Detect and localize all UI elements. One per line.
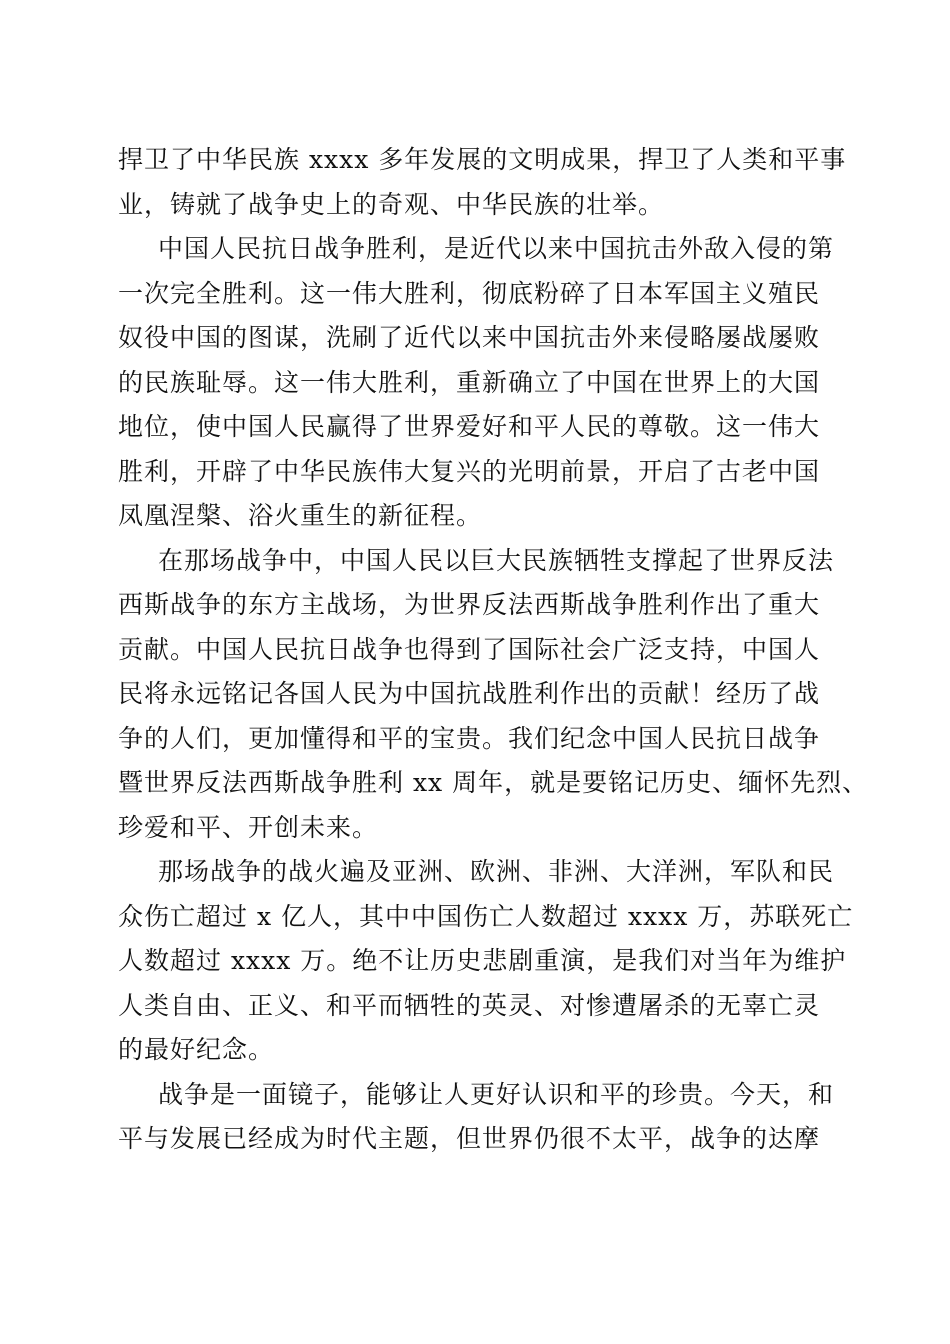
paragraph-4 <box>118 850 854 1073</box>
paragraph-2 <box>118 227 842 539</box>
text-line: 人数超过 xxxx 万。绝不让历史悲剧重演，是我们对当年为维护 <box>118 946 847 975</box>
text-line: 众伤亡超过 x 亿人，其中中国伤亡人数超过 xxxx 万，苏联死亡 <box>118 901 854 931</box>
text-line: 西斯战争的东方主战场，为世界反法西斯战争胜利作出了重大 <box>118 590 821 619</box>
paragraph-5 <box>118 1073 842 1162</box>
text-line: 中国人民抗日战争胜利，是近代以来中国抗击外敌入侵的第 <box>158 234 835 263</box>
text-line: 贡献。中国人民抗日战争也得到了国际社会广泛支持，中国人 <box>118 634 821 664</box>
text-line: 珍爱和平、开创未来。 <box>118 812 379 842</box>
text-line: 一次完全胜利。这一伟大胜利，彻底粉碎了日本军国主义殖民 <box>118 278 821 308</box>
text-line: 业，铸就了战争史上的奇观、中华民族的壮举。 <box>118 189 665 219</box>
text-line: 胜利，开辟了中华民族伟大复兴的光明前景，开启了古老中国 <box>118 456 821 486</box>
paragraph-1 <box>118 138 847 227</box>
text-line: 战争是一面镜子，能够让人更好认识和平的珍贵。今天，和 <box>158 1079 835 1109</box>
text-line: 奴役中国的图谋，洗刷了近代以来中国抗击外来侵略屡战屡败 <box>118 323 821 352</box>
text-line: 地位，使中国人民赢得了世界爱好和平人民的尊敬。这一伟大 <box>118 412 821 441</box>
text-line: 的民族耻辱。这一伟大胜利，重新确立了中国在世界上的大国 <box>118 367 821 397</box>
text-line: 的最好纪念。 <box>118 1035 275 1064</box>
paragraph-3 <box>118 539 869 851</box>
text-line: 在那场战争中，中国人民以巨大民族牺牲支撑起了世界反法 <box>158 545 835 575</box>
text-line: 平与发展已经成为时代主题，但世界仍很不太平，战争的达摩 <box>118 1124 821 1153</box>
document-body <box>118 138 869 1162</box>
text-line: 民将永远铭记各国人民为中国抗战胜利作出的贡献！经历了战 <box>118 679 821 708</box>
text-line: 争的人们，更加懂得和平的宝贵。我们纪念中国人民抗日战争 <box>118 723 821 753</box>
text-line: 凤凰涅槃、浴火重生的新征程。 <box>118 501 483 530</box>
text-line: 人类自由、正义、和平而牺牲的英灵、对惨遭屠杀的无辜亡灵 <box>118 990 821 1020</box>
text-line: 那场战争的战火遍及亚洲、欧洲、非洲、大洋洲，军队和民 <box>158 857 835 886</box>
text-line: 捍卫了中华民族 xxxx 多年发展的文明成果，捍卫了人类和平事 <box>118 145 847 174</box>
text-line: 暨世界反法西斯战争胜利 xx 周年，就是要铭记历史、缅怀先烈、 <box>118 768 869 797</box>
